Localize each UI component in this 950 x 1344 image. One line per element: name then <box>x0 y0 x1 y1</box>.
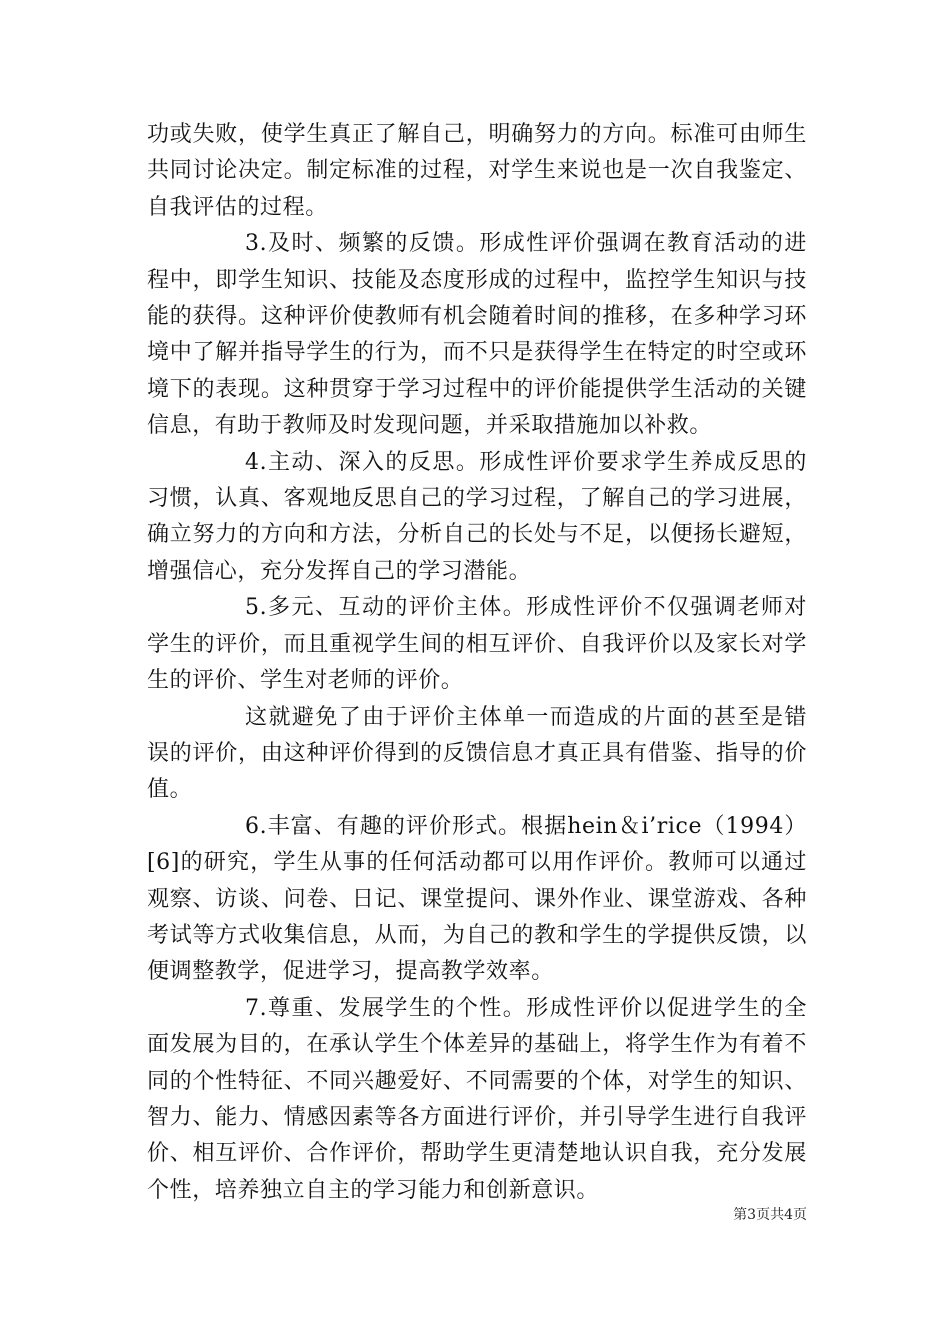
paragraph-item-5-continued: 这就避免了由于评价主体单一而造成的片面的甚至是错误的评价，由这种评价得到的反馈信息才真正具有借鉴、指导的价值。 <box>147 704 807 803</box>
paragraph-continuation: 功或失败，使学生真正了解自己，明确努力的方向。标准可由师生共同讨论决定。制定标准的过程，对学生来说也是一次自我鉴定、自我评估的过程。 <box>147 122 807 220</box>
document-body <box>147 117 807 1209</box>
paragraph-item-7-individuality: 7.尊重、发展学生的个性。形成性评价以促进学生的全面发展为目的，在承认学生个体差异的基础上，将学生作为有着不同的个性特征、不同兴趣爱好、不同需要的个体，对学生的知识、智力、能力、情感因素等各方面进行评价，并引导学生进行自我评价、相互评价、合作评价，帮助学生更清楚地认识自我，充分发展个性，培养独立自主的学习能力和创新意识。 <box>147 995 807 1203</box>
paragraph-item-3-feedback: 3.及时、频繁的反馈。形成性评价强调在教育活动的进程中，即学生知识、技能及态度形成的过程中，监控学生知识与技能的获得。这种评价使教师有机会随着时间的推移，在多种学习环境中了解并指导学生的行为，而不只是获得学生在特定的时空或环境下的表现。这种贯穿于学习过程中的评价能提供学生活动的关键信息，有助于教师及时发现问题，并采取措施加以补救。 <box>147 231 807 439</box>
page-number: 第3页共4页 <box>733 1207 807 1223</box>
paragraph-item-6-forms: 6.丰富、有趣的评价形式。根据hein＆i’rice（1994）[6]的研究，学生从事的任何活动都可以用作评价。教师可以通过观察、访谈、问卷、日记、课堂提问、课外作业、课堂游戏、各种考试等方式收集信息，从而，为自己的教和学生的学提供反馈，以便调整教学，促进学习，提高教学效率。 <box>147 813 807 985</box>
paragraph-item-5-evaluators: 5.多元、互动的评价主体。形成性评价不仅强调老师对学生的评价，而且重视学生间的相互评价、自我评价以及家长对学生的评价、学生对老师的评价。 <box>147 595 807 694</box>
paragraph-item-4-reflection: 4.主动、深入的反思。形成性评价要求学生养成反思的习惯，认真、客观地反思自己的学习过程，了解自己的学习进展，确立努力的方向和方法，分析自己的长处与不足，以便扬长避短，增强信心，充分发挥自己的学习潜能。 <box>147 449 807 584</box>
